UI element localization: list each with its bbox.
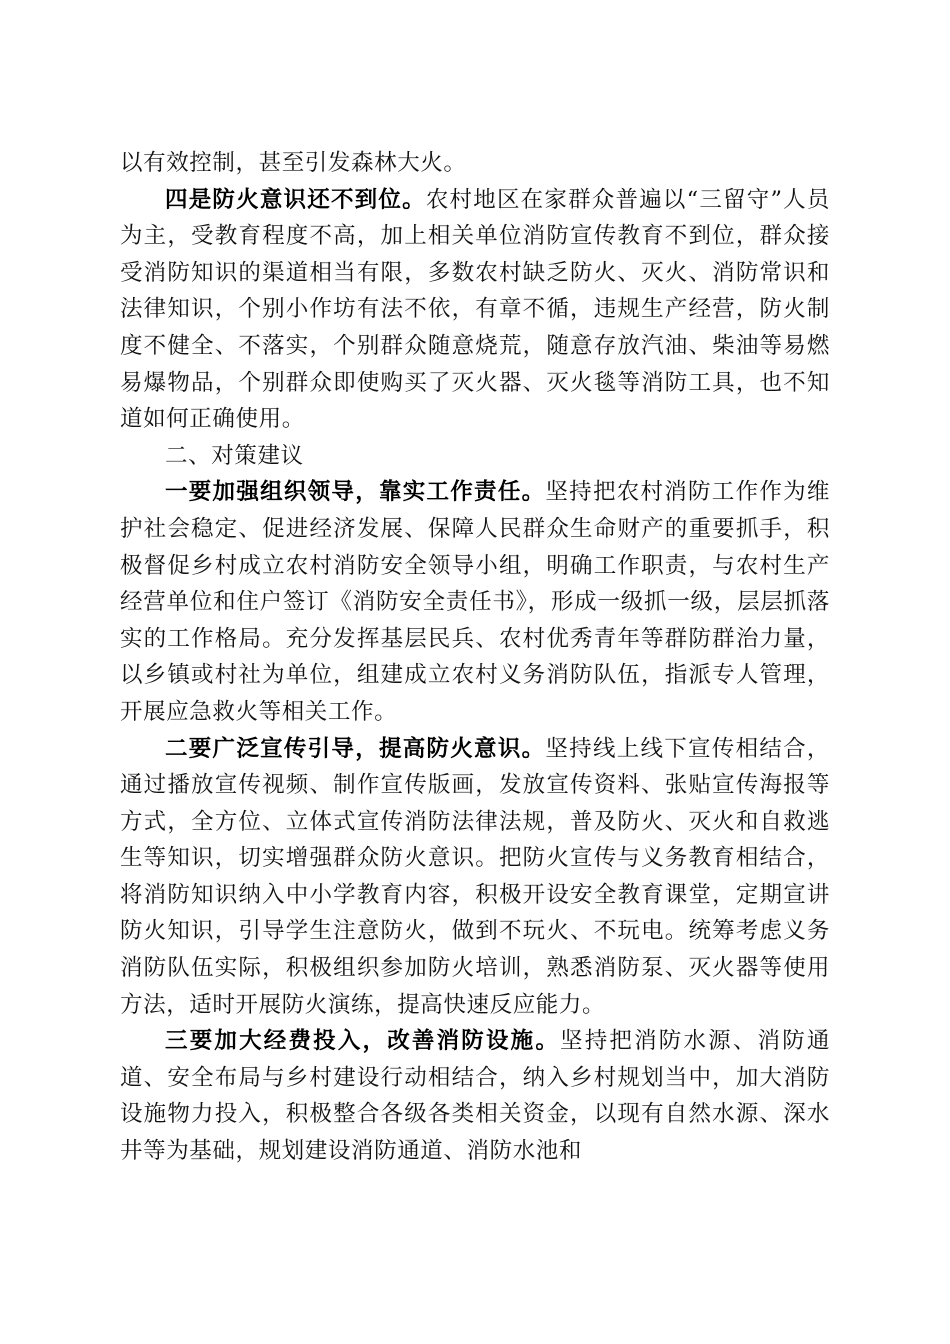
paragraph-lead: 四是防火意识还不到位。: [165, 186, 426, 213]
paragraph-text: 坚持把农村消防工作作为维护社会稳定、促进经济发展、保障人民群众生命财产的重要抓手，积极督促乡村成立农村消防安全领导小组，明确工作职责，与农村生产经营单位和住户签订《消防安全责任书》，形成一级抓一级，层层抓落实的工作格局。充分发挥基层民兵、农村优秀青年等群防群治力量，以乡镇或村社为单位，组建成立农村义务消防队伍，指派专人管理，开展应急救火等相关工作。: [120, 479, 831, 725]
paragraph-measure-three: [120, 1023, 830, 1169]
paragraph-measure-one: [120, 474, 830, 730]
document-page: [120, 145, 830, 1170]
paragraph-text: 以有效控制，甚至引发森林大火。: [120, 150, 467, 176]
paragraph-point-four: [120, 182, 830, 438]
paragraph-measure-two: [120, 731, 830, 1024]
paragraph-lead: 一要加强组织领导，靠实工作责任。: [165, 479, 546, 506]
paragraph-text: 农村地区在家群众普遍以“三留守”人员为主，受教育程度不高，加上相关单位消防宣传教育不到位，群众接受消防知识的渠道相当有限，多数农村缺乏防火、灭火、消防常识和法律知识，个别小作坊有法不依，有章不循，违规生产经营，防火制度不健全、不落实，个别群众随意烧荒，随意存放汽油、柴油等易燃易爆物品，个别群众即使购买了灭火器、灭火毯等消防工具，也不知道如何正确使用。: [120, 186, 830, 433]
paragraph-lead: 三要加大经费投入，改善消防设施。: [165, 1028, 561, 1055]
paragraph-text: 坚持线上线下宣传相结合，通过播放宣传视频、制作宣传版画，发放宣传资料、张贴宣传海报等方式，全方位、立体式宣传消防法律法规，普及防火、灭火和自救逃生等知识，切实增强群众防火意识。把防火宣传与义务教育相结合，将消防知识纳入中小学教育内容，积极开设安全教育课堂，定期宣讲防火知识，引导学生注意防火，做到不玩火、不玩电。统筹考虑义务消防队伍实际，积极组织参加防火培训，熟悉消防泵、灭火器等使用方法，适时开展防火演练，提高快速反应能力。: [120, 735, 831, 1018]
paragraph-lead: 二要广泛宣传引导，提高防火意识。: [165, 735, 546, 762]
section-heading: [120, 438, 830, 475]
section-heading-text: 二、对策建议: [165, 442, 304, 469]
paragraph-text: 坚持把消防水源、消防通道、安全布局与乡村建设行动相结合，纳入乡村规划当中，加大消防设施物力投入，积极整合各级各类相关资金，以现有自然水源、深水井等为基础，规划建设消防通道、消防水池和: [120, 1028, 830, 1165]
paragraph-continuation: [120, 145, 830, 182]
